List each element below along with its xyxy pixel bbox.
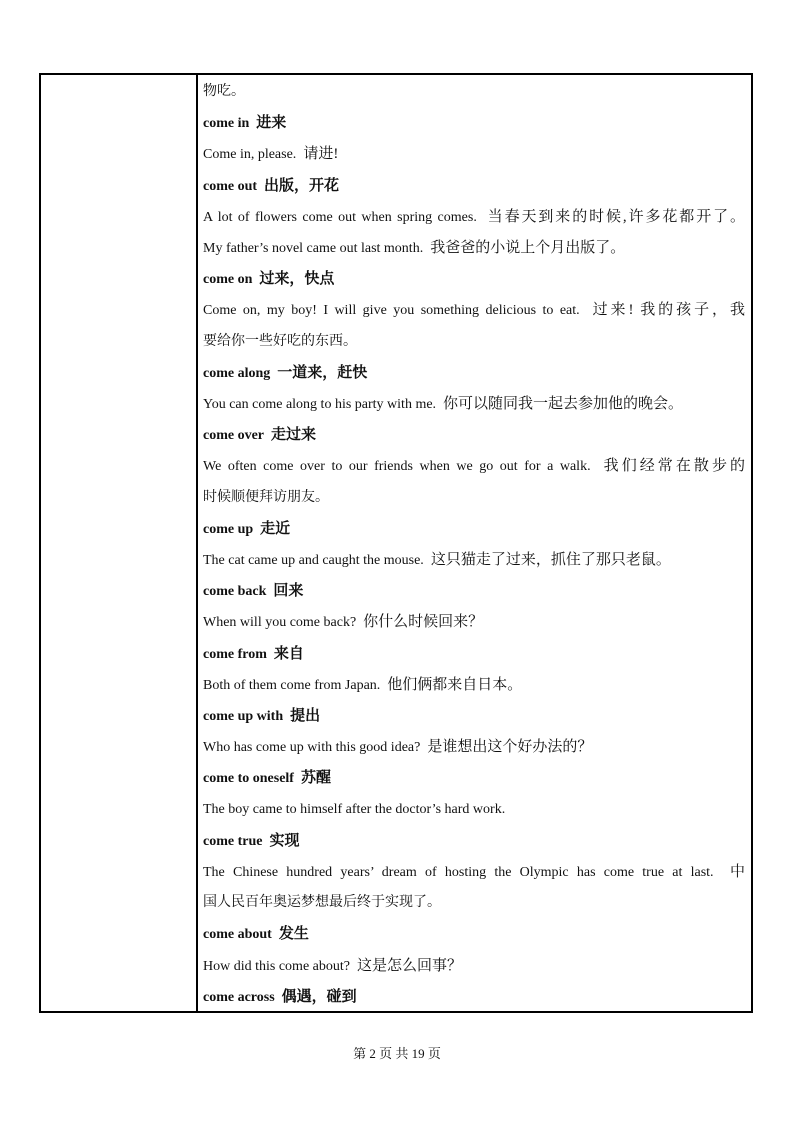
- chinese-text: 过来! 我的孩子，我: [592, 302, 746, 319]
- example-sentence: [203, 238, 745, 259]
- phrase-heading: [203, 581, 745, 602]
- example-sentence: [203, 144, 745, 165]
- phrase-heading: [203, 768, 745, 789]
- chinese-text: 请进!: [303, 146, 339, 163]
- english-text: Come on, my boy! I will give you something delicious to eat.: [203, 303, 580, 319]
- right-column-cell: [196, 75, 751, 1011]
- chinese-text: 是谁想出这个好办法的？: [427, 739, 593, 756]
- english-text: come on: [203, 272, 253, 288]
- chinese-text: 提出: [290, 708, 321, 724]
- example-sentence: [203, 737, 745, 758]
- text-line: [203, 82, 745, 102]
- phrase-heading: [203, 519, 745, 540]
- chinese-text: 这只猫走了过来，抓住了那只老鼠。: [430, 552, 671, 568]
- english-text: My father’s novel came out last month.: [203, 241, 424, 256]
- chinese-text: 一道来，赶快: [277, 364, 368, 381]
- english-text: When will you come back?: [203, 615, 357, 631]
- chinese-text: 苏醒: [300, 770, 331, 787]
- english-text: come from: [203, 646, 267, 662]
- english-text: Who has come up with this good idea?: [203, 740, 421, 756]
- phrase-heading: [203, 924, 745, 945]
- example-sentence: [203, 862, 745, 883]
- left-column-cell: [41, 75, 198, 1011]
- phrase-heading: [203, 363, 745, 384]
- english-text: come out: [203, 178, 258, 194]
- chinese-text: 发生: [278, 926, 309, 943]
- english-text: come up with: [203, 709, 284, 724]
- chinese-text: 你可以随同我一起去参加他的晚会。: [443, 396, 684, 412]
- english-text: The boy came to himself after the doctor’s hard work.: [203, 801, 506, 817]
- chinese-text: 他们俩都来自日本。: [387, 676, 523, 693]
- phrase-heading: [203, 269, 745, 290]
- english-text: come to oneself: [203, 771, 294, 787]
- example-sentence: [203, 300, 745, 321]
- chinese-text: 你什么时候回来？: [363, 614, 484, 631]
- english-text: Both of them come from Japan.: [203, 677, 381, 693]
- english-text: come back: [203, 584, 267, 600]
- chinese-text: 走过来: [271, 427, 317, 444]
- example-sentence: [203, 800, 745, 820]
- chinese-text: 这是怎么回事？: [356, 957, 462, 974]
- chinese-text: 偶遇，碰到: [281, 988, 357, 1005]
- english-text: A lot of flowers come out when spring comes.: [203, 209, 477, 225]
- chinese-text: 走近: [260, 520, 291, 537]
- example-sentence: [203, 207, 745, 228]
- chinese-text: 进来: [256, 115, 287, 132]
- english-text: come over: [203, 428, 265, 444]
- chinese-text: 当春天到来的时候,许多花都开了。: [487, 208, 746, 225]
- english-text: The cat came up and caught the mouse.: [203, 553, 424, 568]
- vocabulary-table: [39, 73, 753, 1013]
- english-text: come about: [203, 927, 272, 943]
- chinese-text: 来自: [273, 645, 304, 662]
- page-footer: 第 2 页 共 19 页: [353, 1046, 441, 1061]
- chinese-text: 时候顺便拜访朋友。: [203, 489, 329, 505]
- chinese-text: 我爸爸的小说上个月出版了。: [430, 240, 626, 256]
- english-text: come up: [203, 521, 254, 537]
- text-line: [203, 488, 745, 508]
- phrase-heading: [203, 644, 745, 665]
- example-sentence: [203, 550, 745, 571]
- phrase-heading: [203, 706, 745, 727]
- phrase-heading: [203, 987, 745, 1008]
- chinese-text: 物吃。: [203, 84, 245, 99]
- phrase-heading: [203, 176, 745, 197]
- phrase-heading: [203, 425, 745, 446]
- english-text: come across: [203, 989, 275, 1005]
- english-text: come along: [203, 365, 271, 381]
- chinese-text: 过来，快点: [259, 271, 335, 288]
- english-text: The Chinese hundred years’ dream of hosting the Olympic has come true at last.: [203, 865, 714, 880]
- example-sentence: [203, 612, 745, 633]
- phrase-heading: [203, 113, 745, 134]
- chinese-text: 实现: [269, 832, 300, 849]
- example-sentence: [203, 456, 745, 477]
- chinese-text: 中: [730, 864, 746, 880]
- example-sentence: [203, 956, 745, 977]
- example-sentence: [203, 394, 745, 415]
- english-text: come in: [203, 116, 250, 132]
- english-text: We often come over to our friends when we go out for a walk.: [203, 459, 591, 475]
- chinese-text: 我们经常在散步的: [603, 458, 745, 475]
- chinese-text: 要给你一些好吃的东西。: [203, 333, 357, 349]
- chinese-text: 回来: [273, 583, 304, 600]
- text-line: [203, 893, 745, 913]
- text-line: [203, 332, 745, 352]
- english-text: You can come along to his party with me.: [203, 397, 437, 412]
- phrase-heading: [203, 831, 745, 852]
- chinese-text: 国人民百年奥运梦想最后终于实现了。: [203, 895, 441, 911]
- english-text: How did this come about?: [203, 958, 350, 974]
- english-text: come true: [203, 833, 263, 849]
- english-text: Come in, please.: [203, 147, 297, 163]
- chinese-text: 出版，开花: [264, 177, 340, 194]
- example-sentence: [203, 675, 745, 696]
